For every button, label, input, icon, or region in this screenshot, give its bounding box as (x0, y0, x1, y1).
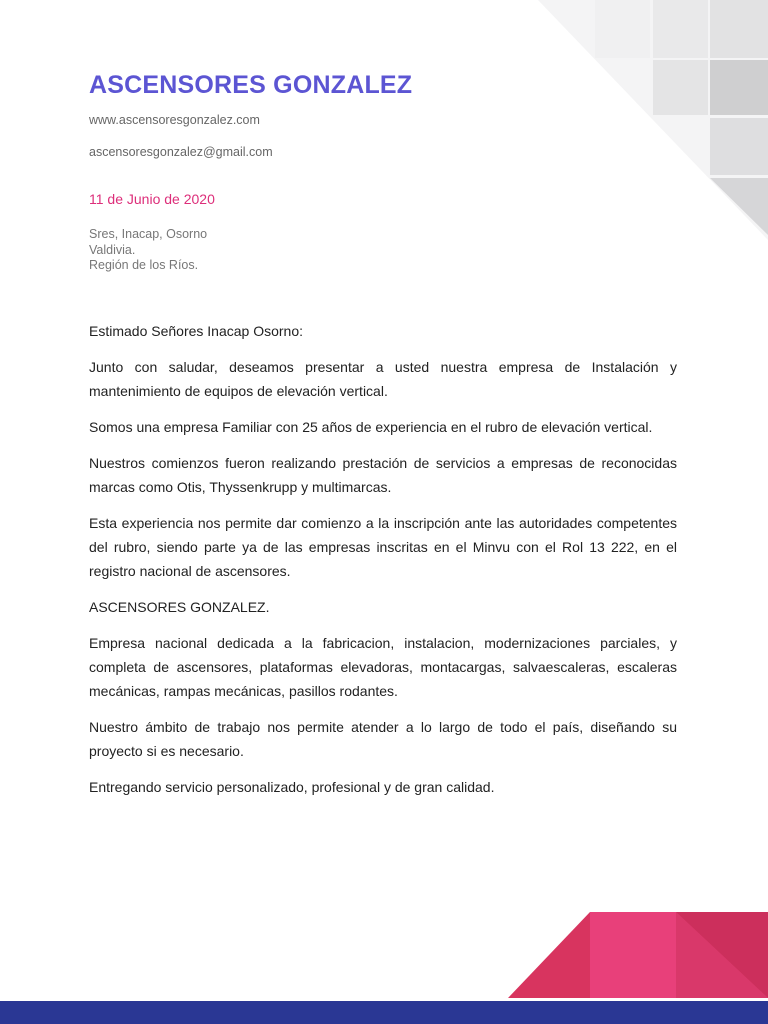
recipient-line: Sres, Inacap, Osorno (89, 227, 208, 241)
body-paragraph: Junto con saludar, deseamos presentar a usted nuestra empresa de Instalación y mantenimiento de equipos de elevación vertical. (89, 358, 677, 399)
body-paragraph: Entregando servicio personalizado, profesional y de gran calidad. (89, 778, 495, 795)
body-paragraph: Nuestro ámbito de trabajo nos permite atender a lo largo de todo el país, diseñando su proyecto si es necesario. (89, 718, 677, 759)
body-paragraph: ASCENSORES GONZALEZ. (89, 598, 270, 615)
recipient-block (89, 227, 677, 274)
website-link[interactable]: www.ascensoresgonzalez.com (89, 113, 260, 127)
company-name: ASCENSORES GONZALEZ (89, 71, 413, 99)
recipient-line: Valdivia. (89, 242, 136, 257)
body-paragraph: Somos una empresa Familiar con 25 años de experiencia en el rubro de elevación vertical. (89, 418, 653, 435)
recipient-line: Región de los Ríos. (89, 258, 199, 272)
footer-band (0, 1001, 768, 1024)
body-paragraph: Empresa nacional dedicada a la fabricacion, instalacion, modernizaciones parciales, y completa de ascensores, plataformas elevadoras, montacargas, salvaescaleras, escaleras mecánicas, rampas mecánicas, pasillos rodantes. (89, 634, 677, 699)
letter-date: 11 de Junio de 2020 (89, 191, 215, 207)
body-paragraph: Nuestros comienzos fueron realizando prestación de servicios a empresas de reconocidas marcas como Otis, Thyssenkrupp y multimarcas. (89, 454, 677, 495)
salutation: Estimado Señores Inacap Osorno: (89, 322, 304, 339)
letter-content (89, 70, 677, 811)
email-link[interactable]: ascensoresgonzalez@gmail.com (89, 145, 273, 159)
letter-body (89, 319, 677, 799)
body-paragraph: Esta experiencia nos permite dar comienzo a la inscripción ante las autoridades competentes del rubro, siendo parte ya de las empresas inscritas en el Minvu con el Rol 13 222, en el registro nacional de ascensores. (89, 514, 677, 579)
